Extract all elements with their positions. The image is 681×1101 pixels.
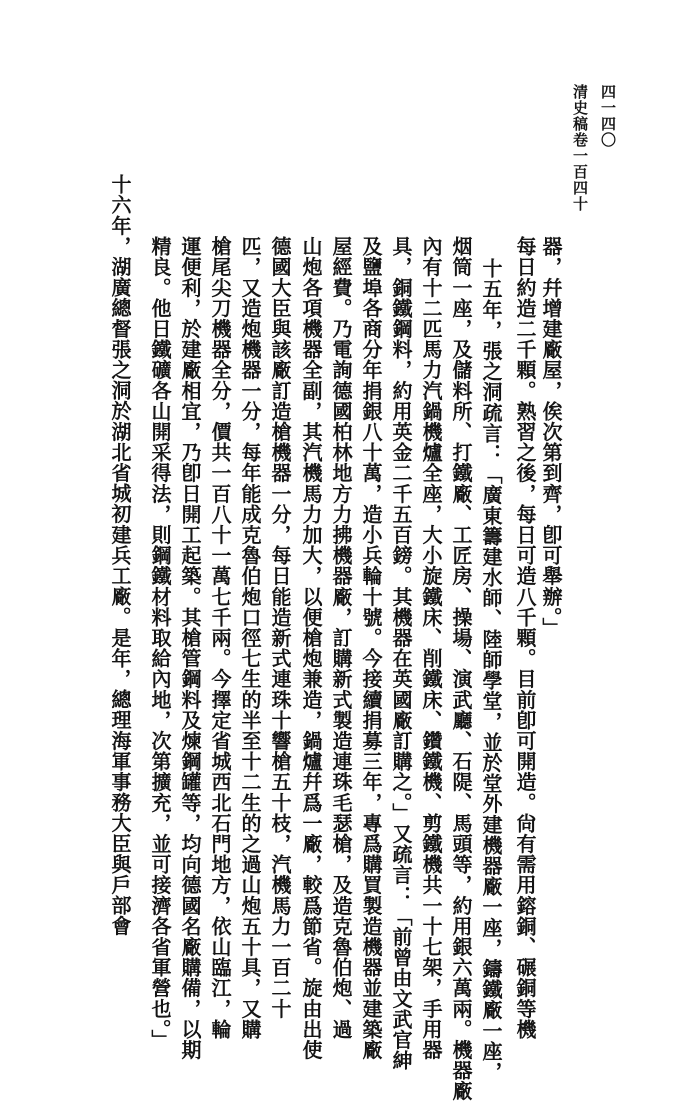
text-column: 十五年，張之洞疏言：「廣東籌建水師、陸師學堂，並於堂外建機器廠一座，鑄鐵廠一座， [479,258,503,1082]
text-column: 內有十二匹馬力汽鍋機爐全座，大小旋鐵床、削鐵床、鑽鐵機、剪鐵機共一十七架，手用器 [419,236,443,1060]
text-column: 十六年，湖廣總督張之洞於湖北省城初建兵工廠。是年，總理海軍事務大臣與戶部會 [108,174,132,937]
text-column: 器，幷增建廠屋，俟次第到齊，卽可舉辦。」 [539,236,563,638]
page-number: 四一四〇 [599,84,617,148]
text-column: 及鹽埠各商分年捐銀八十萬，造小兵輪十號。今接續捐募三年，專爲購買製造機器並建築廠 [359,236,383,1060]
text-column: 具，銅鐵鋼料，約用英金二千五百鎊。其機器在英國廠訂購之。」又疏言：「前曾由文武官紳 [389,236,413,1071]
text-column: 槍尾尖刀機器全分，價共一百八十一萬七千兩。今擇定省城西北石門地方，依山臨江，輪 [208,236,232,1040]
text-column: 精良。他日鐵礦各山開采得法，則鋼鐵材料取給內地，次第擴充，並可接濟各省軍營也。」 [148,236,172,1050]
text-column: 屋經費。乃電詢德國柏林地方力拂機器廠，訂購新式製造連珠毛瑟槍，及造克魯伯炮、過 [329,236,353,1040]
text-column: 運便利，於建廠相宜，乃卽日開工起築。其槍管鋼料及煉鋼罐等，均向德國名廠購備，以期 [178,236,202,1060]
book-title: 清史稿卷一百四十 [571,84,589,212]
text-column: 每日約造二千顆。熟習之後，每日可造八千顆。目前卽可開造。尙有需用鎔銅、碾銅等機 [513,236,537,1040]
text-column: 匹，又造炮機器一分，每年能成克魯伯炮口徑七生的半至十二生的之過山炮五十具，又購 [238,236,262,1040]
text-column: 山炮各項機器全副，其汽機馬力加大，以便槍炮兼造，鍋爐幷爲一廠，較爲節省。旋由出使 [299,236,323,1060]
text-column: 德國大臣與該廠訂造槍機器一分，每日能造新式連珠十響槍五十枝，汽機馬力一百二十 [268,236,292,1019]
text-column: 烟筒一座，及儲料所、打鐵廠、工匠房、操場、演武廳、石隄、馬頭等，約用銀六萬兩。機器廠 [449,236,473,1101]
